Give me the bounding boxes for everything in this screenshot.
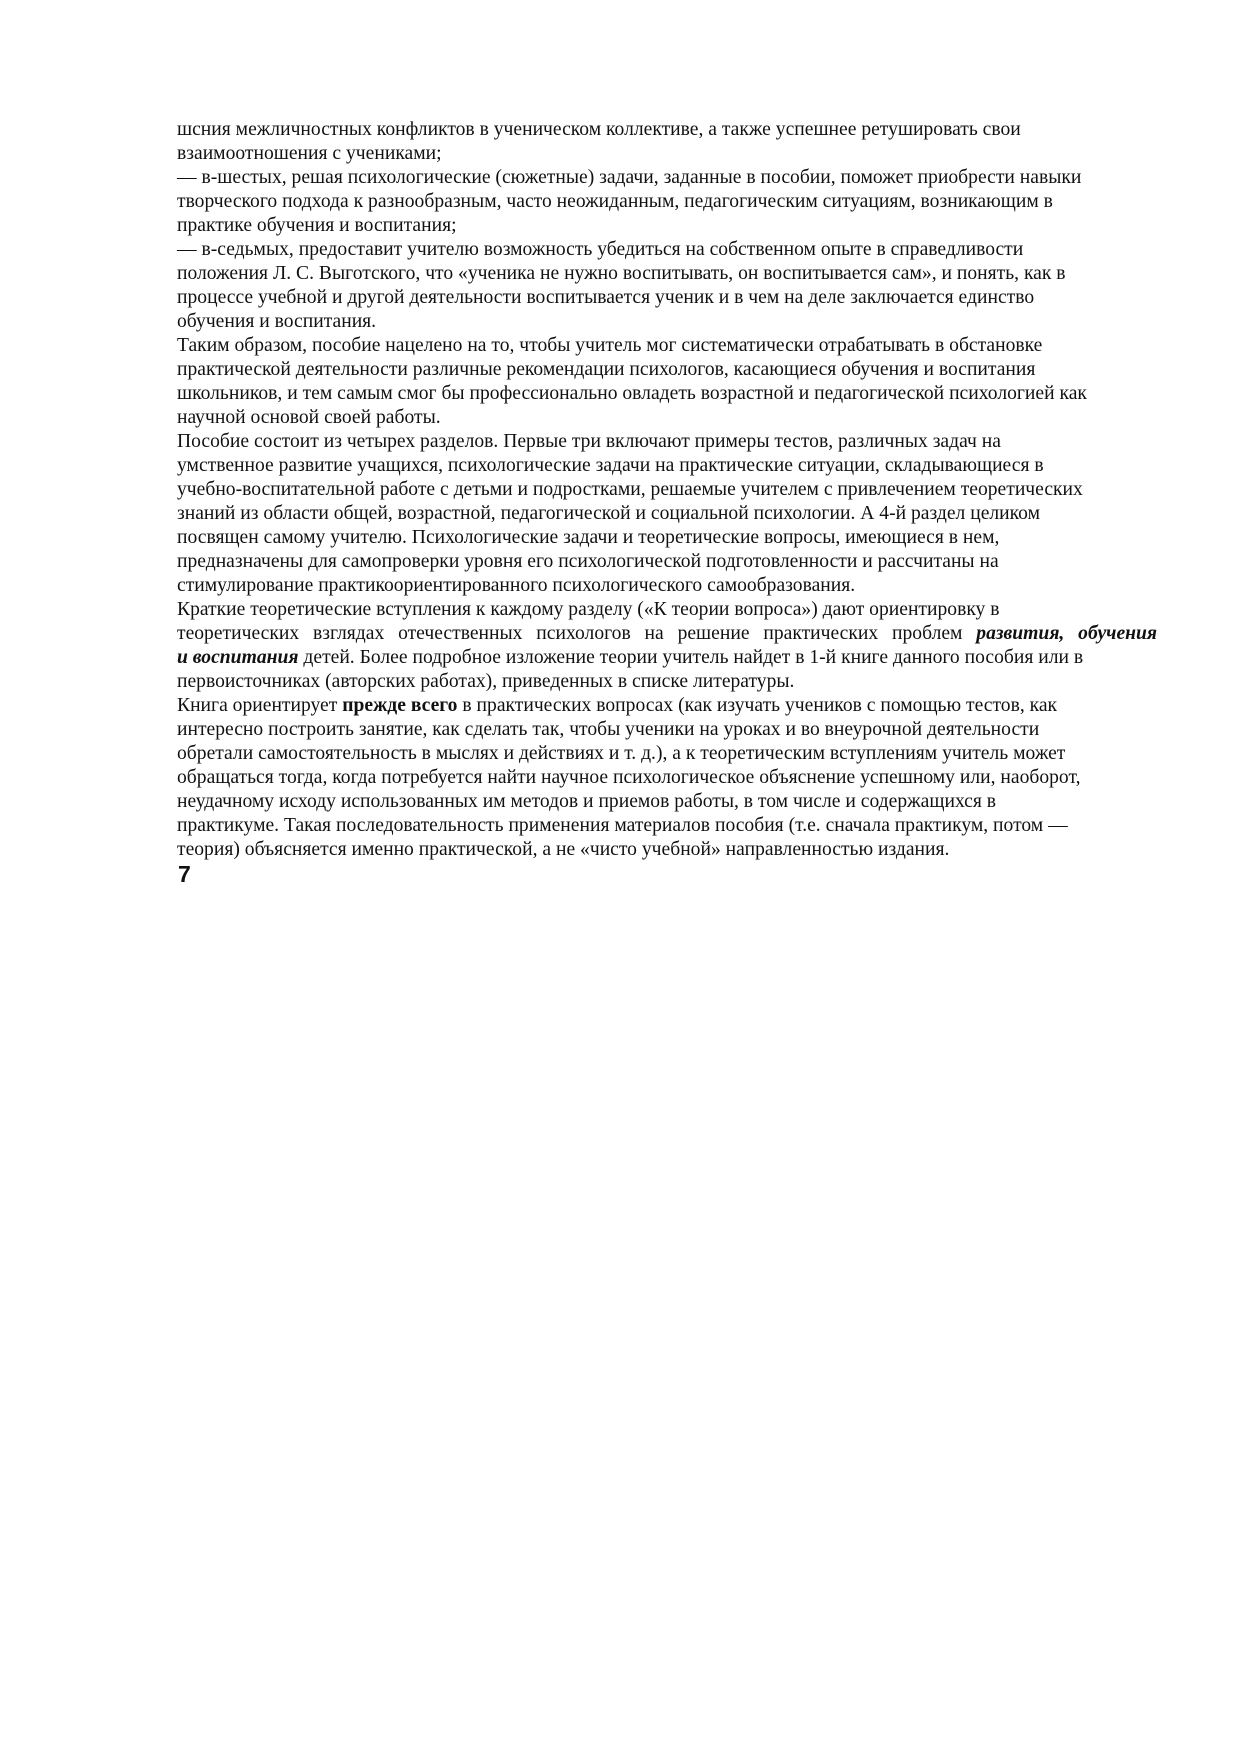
text-line: знаний из области общей, возрастной, педагогической и социальной психологии. А 4-й раздел целиком (177, 503, 1041, 524)
text-line: интересно построить занятие, как сделать так, чтобы ученики на уроках и во внеурочной деятельности (177, 719, 1040, 740)
text-line: Таким образом, пособие нацелено на то, чтобы учитель мог систематически отрабатывать в обстановке (177, 335, 1043, 356)
text-line: теория) объясняется именно практической, а не «чисто учебной» направленностью издания. (177, 839, 950, 860)
text-line (177, 694, 1157, 718)
page-number: 7 (178, 861, 191, 887)
text-line: школьников, и тем самым смог бы профессионально овладеть возрастной и педагогической психологией как (177, 383, 1087, 404)
text-segment: Книга ориентирует (177, 695, 343, 716)
text-line: обретали самостоятельность в мыслях и действиях и т. д.), а к теоретическим вступлениям учитель может (177, 743, 1066, 764)
text-line: — в-седьмых, предоставит учителю возможность убедиться на собственном опыте в справедливости (177, 239, 1024, 260)
text-line: практикуме. Такая последовательность применения материалов пособия (т.е. сначала практикум, потом — (177, 815, 1068, 836)
text-line: стимулирование практикоориентированного психологического самообразования. (177, 575, 856, 596)
text-segment: детей. Более подробное изложение теории учитель найдет в 1-й книге данного пособия или в (298, 647, 1084, 668)
text-segment: в практических вопросах (как изучать учеников с помощью тестов, как (457, 695, 1058, 716)
text-line: Краткие теоретические вступления к каждому разделу («К теории вопроса») дают ориентировку в (177, 599, 1000, 620)
text-line: посвящен самому учителю. Психологические задачи и теоретические вопросы, имеющиеся в нем, (177, 527, 1000, 548)
text-line (177, 646, 1157, 670)
text-line: предназначены для самопроверки уровня его психологической подготовленности и рассчитаны на (177, 551, 999, 572)
text-line: неудачному исходу использованных им методов и приемов работы, в том числе и содержащихся в (177, 791, 997, 812)
text-line: практике обучения и воспитания; (177, 215, 457, 236)
text-segment: теоретических взглядах отечественных психологов на решение практических проблем (177, 623, 963, 644)
text-line: Пособие состоит из четырех разделов. Первые три включают примеры тестов, различных задач на (177, 431, 1001, 452)
text-line: творческого подхода к разнообразным, часто неожиданным, педагогическим ситуациям, возникающим в (177, 191, 1053, 212)
text-line: научной основой своей работы. (177, 407, 441, 428)
emphasis-text: прежде всего (342, 695, 458, 716)
text-line: положения Л. С. Выготского, что «ученика не нужно воспитывать, он воспитывается сам», и понять, как в (177, 263, 1066, 284)
text-line: взаимоотношения с учениками; (177, 143, 442, 164)
text-line: умственное развитие учащихся, психологические задачи на практические ситуации, складывающиеся в (177, 455, 1044, 476)
text-line: — в-шестых, решая психологические (сюжетные) задачи, заданные в пособии, поможет приобрести навыки (177, 167, 1082, 188)
text-line: шсния межличностных конфликтов в ученическом коллективе, а также успешнее ретушировать свои (177, 119, 1021, 140)
emphasis-text: развития, обучения (976, 623, 1157, 644)
text-line: процессе учебной и другой деятельности воспитывается ученик и в чем на деле заключается единство (177, 287, 1035, 308)
document-body (177, 118, 1157, 862)
text-line: практической деятельности различные рекомендации психологов, касающиеся обучения и воспитания (177, 359, 1036, 380)
text-line: обучения и воспитания. (177, 311, 377, 332)
text-line (177, 622, 1157, 646)
text-line: обращаться тогда, когда потребуется найти научное психологическое объяснение успешному или, наоборот, (177, 767, 1081, 788)
emphasis-text: и воспитания (177, 647, 299, 668)
text-line: первоисточниках (авторских работах), приведенных в списке литературы. (177, 671, 795, 692)
text-line: учебно-воспитательной работе с детьми и подростками, решаемые учителем с привлечением теоретических (177, 479, 1083, 500)
